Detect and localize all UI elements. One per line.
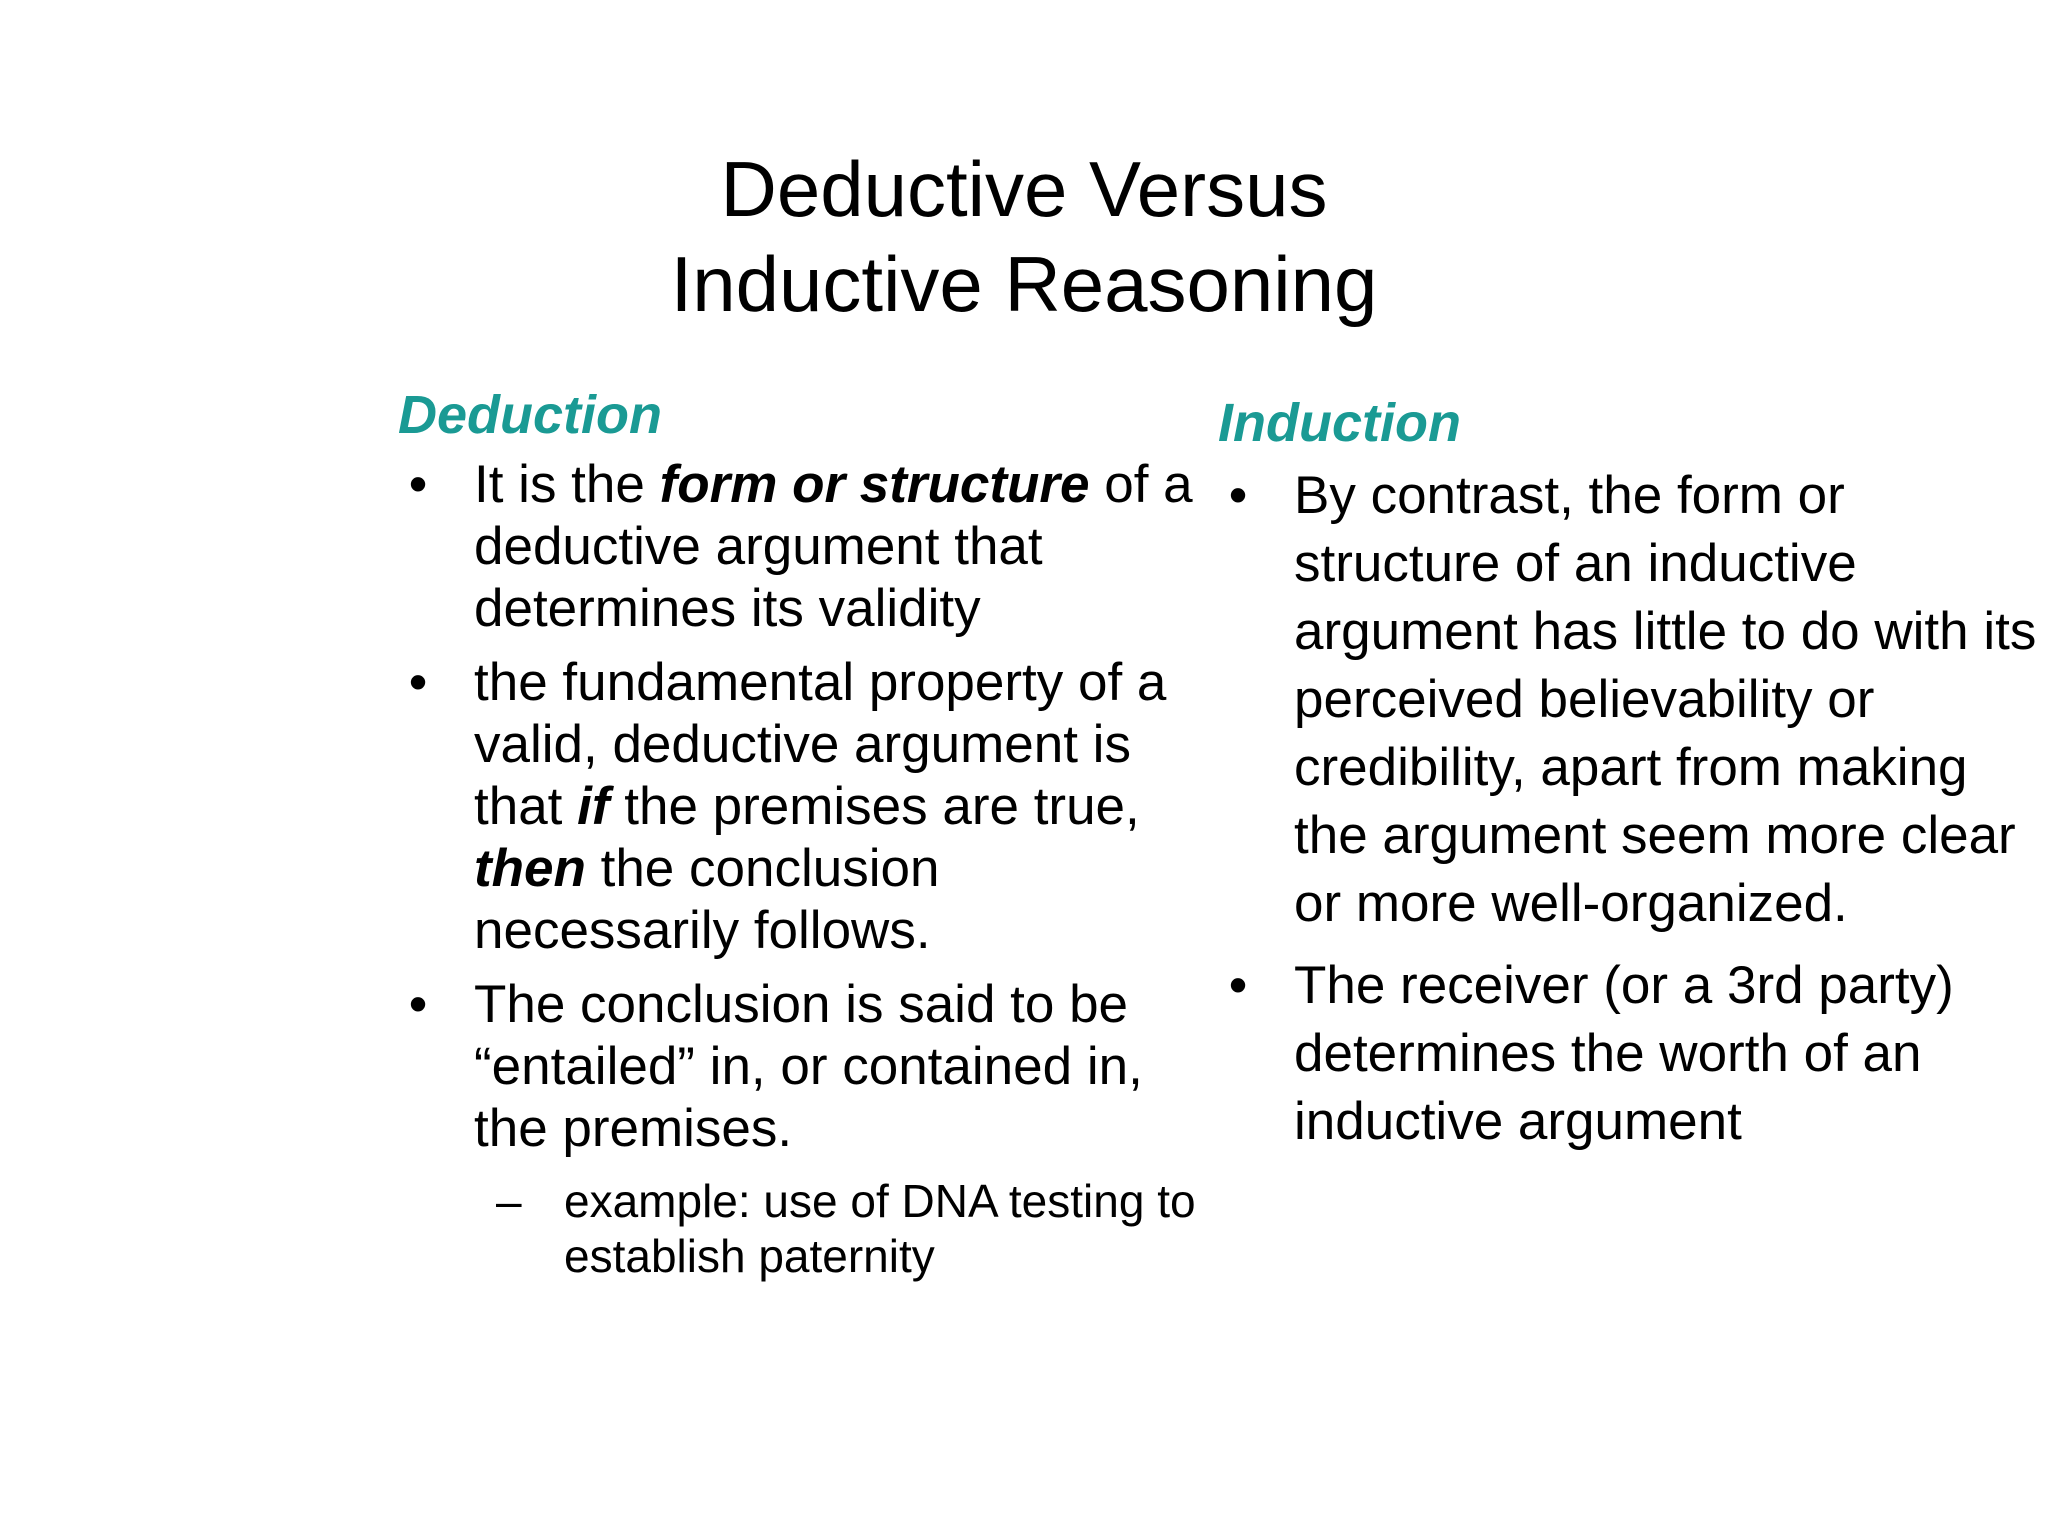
deduction-sub-list xyxy=(474,1174,1198,1284)
deduction-sub-item-1 xyxy=(474,1174,1198,1284)
induction-b1-text: By contrast, the form or structure of an inductive argument has little to do with its perceived believability or credibility, apart from making the argument seem more clear or more well-organized. xyxy=(1294,466,2037,933)
deduction-b2-emphasis-then: then xyxy=(474,839,586,898)
deduction-b2-text: the fundamental property of a valid, deductive argument is that xyxy=(474,653,1167,836)
deduction-column xyxy=(398,380,1198,1296)
induction-bullet-2 xyxy=(1218,952,2038,1156)
deduction-bullet-2 xyxy=(398,652,1198,962)
bullet-icon: • xyxy=(408,653,428,712)
bullet-icon: • xyxy=(408,455,428,514)
deduction-bullet-1 xyxy=(398,454,1198,640)
deduction-b1-text: It is the xyxy=(474,455,660,514)
induction-b2-text: The receiver (or a 3rd party) determines the worth of an inductive argument xyxy=(1294,956,1954,1151)
deduction-heading: Deduction xyxy=(398,385,662,445)
bullet-icon: • xyxy=(1228,466,1248,525)
bullet-icon: • xyxy=(408,975,428,1034)
deduction-bullet-list xyxy=(398,454,1198,1284)
deduction-b2-emphasis-if: if xyxy=(577,777,610,836)
deduction-bullet-3 xyxy=(398,974,1198,1284)
deduction-b3-text: The conclusion is said to be “entailed” in, or contained in, the premises. xyxy=(474,975,1143,1158)
induction-bullet-list xyxy=(1218,462,2038,1156)
deduction-b2-text-mid: the premises are true, xyxy=(609,777,1140,836)
title-line-2: Inductive Reasoning xyxy=(670,240,1378,329)
deduction-b2-text-end: the conclusion necessarily follows. xyxy=(474,839,940,960)
deduction-sub1-text: example: use of DNA testing to establish paternity xyxy=(564,1175,1196,1282)
dash-icon: – xyxy=(496,1175,522,1227)
induction-column xyxy=(1218,388,2038,1170)
bullet-icon: • xyxy=(1228,956,1248,1015)
slide-title xyxy=(0,142,2048,332)
title-line-1: Deductive Versus xyxy=(720,145,1328,234)
deduction-b1-text-end: of a deductive argument that determines its validity xyxy=(474,455,1193,638)
induction-heading: Induction xyxy=(1218,393,1461,453)
induction-bullet-1 xyxy=(1218,462,2038,938)
deduction-b1-emphasis: form or structure xyxy=(659,455,1090,514)
